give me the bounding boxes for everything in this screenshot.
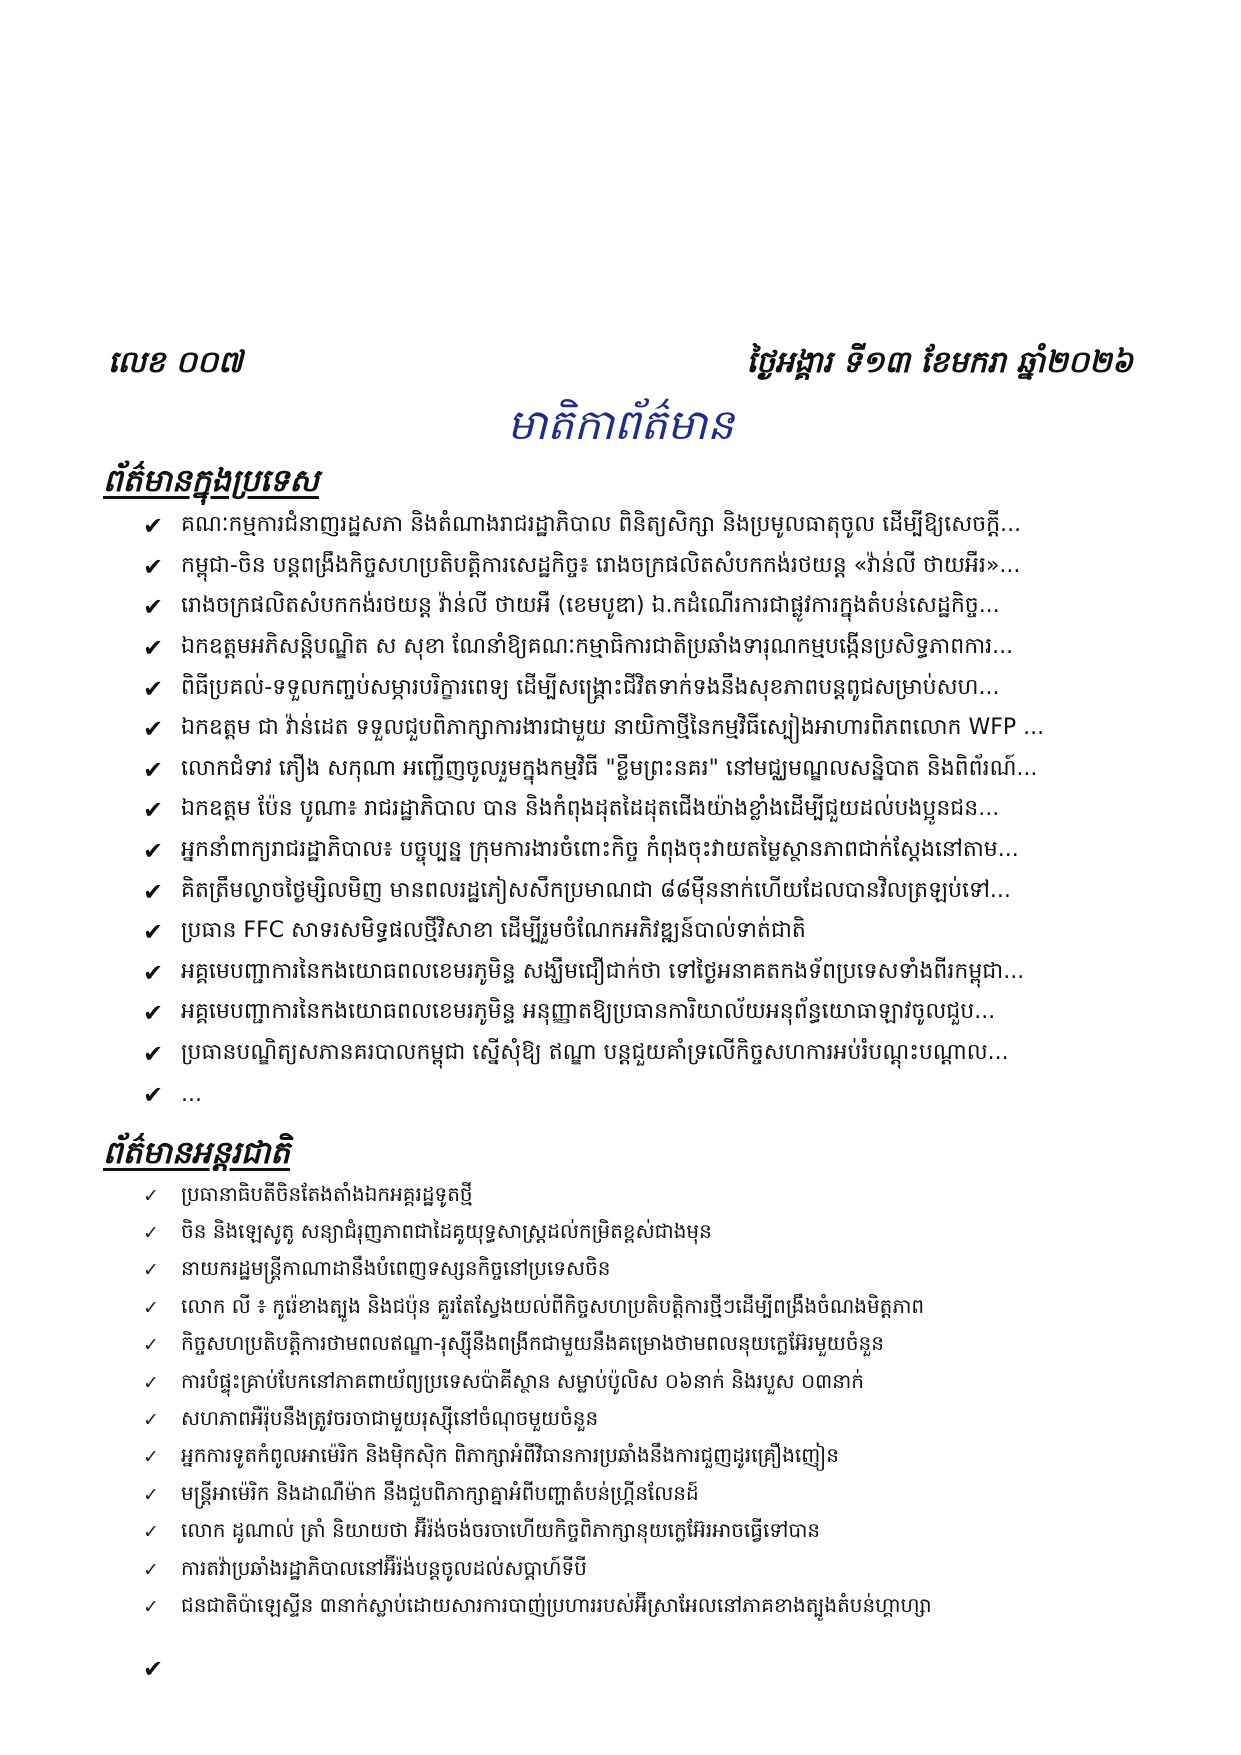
list-item (143, 1034, 1044, 1075)
list-item (143, 1476, 932, 1513)
list-item (143, 750, 1044, 791)
list-item (143, 709, 1044, 750)
list-item (143, 953, 1044, 994)
light-check-icon: ✓ (143, 1595, 159, 1618)
list-item-text: កិច្ចសហប្រតិបត្តិការថាមពលឥណ្ឌា-រុស្ស៊ីនឹងពង្រីកជាមួយនឹងគម្រោងថាមពលនុយក្លេអ៊ែរមួយចំនួន (181, 1331, 884, 1356)
list-item (143, 1588, 932, 1625)
list-item (143, 547, 1044, 588)
list-item-text: រោងចក្រផលិតសំបកកង់រថយន្ត វ៉ាន់លី ថាយអឺ (ខេមបូឌា) ឯ.កដំណើរការជាផ្លូវការក្នុងតំបន់សេដ្ឋកិច្ច... (181, 593, 1000, 619)
list-item (143, 912, 1044, 953)
list-item-text: ឯកឧត្តមអភិសន្តិបណ្ឌិត ស សុខា ណែនាំឱ្យគណៈកម្មាធិការជាតិប្រឆាំងទារុណកម្មបង្កើនប្រសិទ្ធភាពការ... (181, 634, 1014, 660)
light-check-icon: ✓ (143, 1259, 159, 1282)
list-item-text: ជនជាតិប៉ាឡេស្ទីន ៣នាក់ស្លាប់ដោយសារការបាញ់ប្រហាររបស់អ៊ីស្រាអែលនៅភាគខាងត្បូងតំបន់ហ្គាហ្សា (181, 1592, 932, 1617)
list-item-text: គណៈកម្មការជំនាញរដ្ឋសភា និងតំណាងរាជរដ្ឋាភិបាល ពិនិត្យសិក្សា និងប្រមូលធាតុចូល ដើម្បីឱ្យសេចក្តី... (181, 512, 1022, 538)
list-item (143, 1177, 932, 1214)
heavy-check-icon: ✔ (143, 796, 164, 825)
list-item-text: ឯកឧត្តម ជា វ៉ាន់ដេត ទទួលជួបពិភាក្សាការងារជាមួយ នាយិកាថ្មីនៃកម្មវិធីស្បៀងអាហារពិភពលោក WFP ... (181, 715, 1045, 741)
light-check-icon: ✓ (143, 1409, 159, 1432)
heavy-check-icon: ✔ (143, 958, 164, 987)
light-check-icon: ✓ (143, 1184, 159, 1207)
heavy-check-icon: ✔ (143, 674, 164, 703)
list-item-text: កម្ពុជា-ចិន បន្តពង្រឹងកិច្ចសហប្រតិបត្តិការសេដ្ឋកិច្ច៖ រោងចក្រផលិតសំបកកង់រថយន្ត «វ៉ាន់លី ថាយអឺរ»... (181, 552, 1021, 578)
international-news-list (143, 1177, 932, 1626)
list-item (143, 1252, 932, 1289)
light-check-icon: ✓ (143, 1296, 159, 1319)
heavy-check-icon: ✔ (143, 837, 164, 866)
list-item-text: ប្រធានបណ្ឌិត្យសភានគរបាលកម្ពុជា ស្នើសុំឱ្យ ឥណ្ឌា បន្តជួយគាំទ្រលើកិច្ចសហការអប់រំបណ្តុះបណ្តាល... (181, 1040, 1009, 1066)
heavy-check-icon: ✔ (143, 1655, 164, 1683)
list-item-text: ចិន និងឡេសូតូ សន្យាជំរុញភាពជាដៃគូយុទ្ធសាស្ត្រដល់កម្រិតខ្ពស់ជាងមុន (181, 1219, 712, 1244)
list-item (143, 993, 1044, 1034)
list-item-text: មន្ត្រីអាម៉េរិក និងដាណឺម៉ាក នឹងជួបពិភាក្សាគ្នាអំពីបញ្ហាតំបន់ហ្គ្រីនលែនដ៍ (181, 1480, 699, 1505)
list-item-text: អគ្គមេបញ្ជាការនៃកងយោធពលខេមរភូមិន្ទ អនុញ្ញាតឱ្យប្រធានការិយាល័យអនុព័ន្ធយោធាឡាវចូលជួប... (181, 999, 996, 1025)
list-item (143, 831, 1044, 872)
heavy-check-icon: ✔ (143, 634, 164, 663)
light-check-icon: ✓ (143, 1371, 159, 1394)
list-item (143, 506, 1044, 547)
heavy-check-icon: ✔ (143, 999, 164, 1028)
list-item (143, 1289, 932, 1326)
list-item-text: ឯកឧត្តម ប៉ែន បូណា៖ រាជរដ្ឋាភិបាល បាន និងកំពុងដុតដៃដុតជើងយ៉ាងខ្លាំងដើម្បីជួយដល់បងប្អូនជន... (181, 796, 1000, 822)
list-item (143, 1551, 932, 1588)
light-check-icon: ✓ (143, 1558, 159, 1581)
list-item (143, 628, 1044, 669)
light-check-icon: ✓ (143, 1222, 159, 1245)
list-item (143, 1364, 932, 1401)
heavy-check-icon: ✔ (143, 877, 164, 906)
heavy-check-icon: ✔ (143, 918, 164, 947)
list-item-text: គិតត្រឹមល្ងាចថ្ងៃម្សិលមិញ មានពលរដ្ឋភៀសសឹកប្រមាណជា ៨៨ម៉ឺននាក់ហើយដែលបានវិលត្រឡប់ទៅ... (181, 877, 1011, 903)
list-item-text: លោក ដូណាល់ ត្រាំ និយាយថា អ៊ីរ៉ង់ចង់ចរចាហើយកិច្ចពិភាក្សានុយក្លេអ៊ែរអាចធ្វើទៅបាន (181, 1518, 821, 1543)
list-item-text: ពិធីប្រគល់-ទទួលកញ្ចប់សម្ភារបរិក្ខារពេទ្យ ដើម្បីសង្គ្រោះជីវិតទាក់ទងនឹងសុខភាពបន្តពូជសម្រាប់សហ... (181, 674, 1000, 700)
list-item (143, 1439, 932, 1476)
list-item-text: ប្រធាន FFC សាទរសមិទ្ធផលថ្មីវិសាខា ដើម្បីរួមចំណែកអភិវឌ្ឍន៍បាល់ទាត់ជាតិ (181, 918, 806, 944)
list-item-text: លោក លី ៖ កូរ៉េខាងត្បូង និងជប៉ុន គួរតែស្វែងយល់ពីកិច្ចសហប្រតិបត្តិការថ្មីៗដើម្បីពង្រឹងចំណងមិត្តភាព (181, 1293, 925, 1318)
domestic-news-heading: ព័ត៌មានក្នុងប្រទេស (103, 463, 319, 499)
light-check-icon: ✓ (143, 1446, 159, 1469)
list-item (143, 668, 1044, 709)
light-check-icon: ✓ (143, 1521, 159, 1544)
international-news-heading: ព័ត៌មានអន្តរជាតិ (103, 1135, 290, 1171)
list-item (143, 1514, 932, 1551)
list-item (143, 871, 1044, 912)
list-item-text: ... (181, 1082, 202, 1108)
list-item (143, 790, 1044, 831)
light-check-icon: ✓ (143, 1483, 159, 1506)
heavy-check-icon: ✔ (143, 593, 164, 622)
issue-number: លេខ ០០៧ (108, 345, 243, 380)
heavy-check-icon: ✔ (143, 755, 164, 784)
list-item (143, 1074, 1044, 1115)
list-item-text: ការបំផ្ទុះគ្រាប់បែកនៅភាគពាយ័ព្យប្រទេសប៉ាគីស្ថាន សម្លាប់ប៉ូលិស ០៦នាក់ និងរបួស ០៣នាក់ (181, 1368, 864, 1393)
heavy-check-icon: ✔ (143, 512, 164, 541)
page-title: មាតិកាព័ត៌មាន (507, 400, 734, 449)
heavy-check-icon: ✔ (143, 715, 164, 744)
list-item-text: នាយករដ្ឋមន្ត្រីកាណាដានឹងបំពេញទស្សនកិច្ចនៅប្រទេសចិន (181, 1256, 611, 1281)
list-item (143, 1327, 932, 1364)
list-item (143, 1214, 932, 1251)
list-item-text: អ្នកការទូតកំពូលអាម៉េរិក និងម៉ិកស៊ិក ពិភាក្សាអំពីវិធានការប្រឆាំងនឹងការជួញដូរគ្រឿងញៀន (181, 1443, 839, 1468)
heavy-check-icon: ✔ (143, 1040, 164, 1069)
list-item-text: ប្រធានាធិបតីចិនតែងតាំងឯកអគ្គរដ្ឋទូតថ្មី (181, 1181, 473, 1206)
list-item-text: លោកជំទាវ ភឿង សកុណា អញ្ជើញចូលរួមក្នុងកម្មវិធី "ខ្លឹមព្រះនគរ" នៅមជ្ឈមណ្ឌលសន្និបាត និងពិព័រណ៍... (181, 755, 1038, 781)
list-item-text: ការតវ៉ាប្រឆាំងរដ្ឋាភិបាលនៅអ៊ីរ៉ង់បន្តចូលដល់សប្តាហ៍ទីបី (181, 1555, 587, 1580)
list-item (143, 587, 1044, 628)
list-item (143, 1401, 932, 1438)
list-item-text: អគ្គមេបញ្ជាការនៃកងយោធពលខេមរភូមិន្ទ សង្ឃឹមជឿជាក់ថា ទៅថ្ងៃអនាគតកងទ័ពប្រទេសទាំងពីរកម្ពុជា... (181, 958, 1025, 984)
list-item-text: សហភាពអឺរ៉ុបនឹងត្រូវចរចាជាមួយរុស្ស៊ីនៅចំណុចមួយចំនួន (181, 1406, 599, 1431)
heavy-check-icon: ✔ (143, 1080, 164, 1109)
domestic-news-list (143, 506, 1044, 1115)
issue-date: ថ្ងៃអង្គារ ទី១៣ ខែមករា ឆ្នាំ២០២៦ (746, 345, 1133, 380)
heavy-check-icon: ✔ (143, 552, 164, 581)
list-item-text: អ្នកនាំពាក្យរាជរដ្ឋាភិបាល៖ បច្ចុប្បន្ន ក្រុមការងារចំពោះកិច្ច កំពុងចុះវាយតម្លៃស្ថានភាពជាក់ស្តែងនៅតាម... (181, 837, 1019, 863)
light-check-icon: ✓ (143, 1334, 159, 1357)
